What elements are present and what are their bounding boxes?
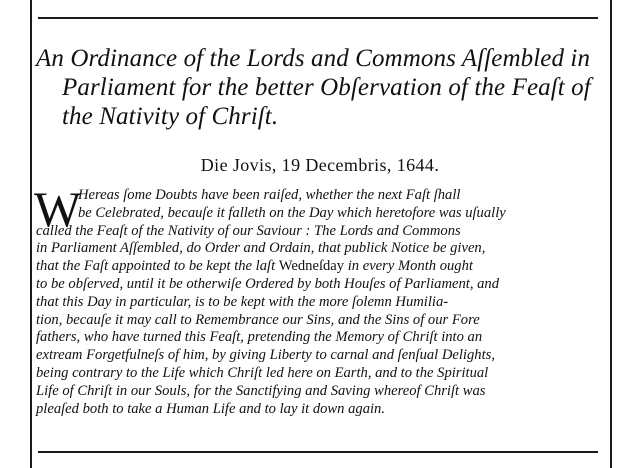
body-line: be Celebrated, becauſe it falleth on the Day which heretofore was uſually [78,204,506,221]
body-line: pleaſed both to take a Human Life and to lay it down again. [36,400,386,417]
body-line: that this Day in particular, is to be kept with the more ſolemn Humilia- [36,293,449,310]
body-line: Life of Chriſt in our Souls, for the Sanctifying and Saving whereof Chriſt was [36,382,486,399]
title-line: the Nativity of Chriſt. [62,103,279,130]
body-segment-roman: Wedneſday [278,258,345,275]
body-line: fathers, who have turned this Feaſt, pretending the Memory of Chriſt into an [36,329,483,346]
body-line: to be obſerved, until it be otherwiſe Ordered by both Houſes of Parliament, and [36,275,500,292]
drop-cap: W [34,181,82,237]
left-border-rule [30,0,32,468]
title-line: An Ordinance of the Lords and Commons Aſſembled in [36,45,591,72]
top-rule [38,17,598,19]
document-title [36,44,610,131]
body-line: Hereas ſome Doubts have been raiſed, whether the next Faſt ſhall [78,187,461,203]
bottom-rule [38,451,598,453]
right-border-rule [610,0,612,468]
body-line: tion, becauſe it may call to Remembrance our Sins, and the Sins of our Fore [36,311,480,328]
body-segment: that the Faſt appointed to be kept the laſt [36,258,276,275]
body-line: in Parliament Aſſembled, do Order and Ordain, that publick Notice be given, [36,240,486,257]
body-line: extream Forgetfulneſs of him, by giving Liberty to carnal and ſenſual Delights, [36,347,495,364]
dateline: Die Jovis, 19 Decembris, 1644. [200,155,440,175]
title-line: Parliament for the better Obſervation of the Feaſt of [62,74,591,101]
body-segment: in every Month ought [344,258,473,275]
body-line: being contrary to the Life which Chriſt led here on Earth, and to the Spiritual [36,364,489,381]
body-line: called the Feaſt of the Nativity of our Saviour : The Lords and Commons [36,222,461,239]
body-line-mixed [36,258,602,276]
ordinance-body [34,181,602,418]
